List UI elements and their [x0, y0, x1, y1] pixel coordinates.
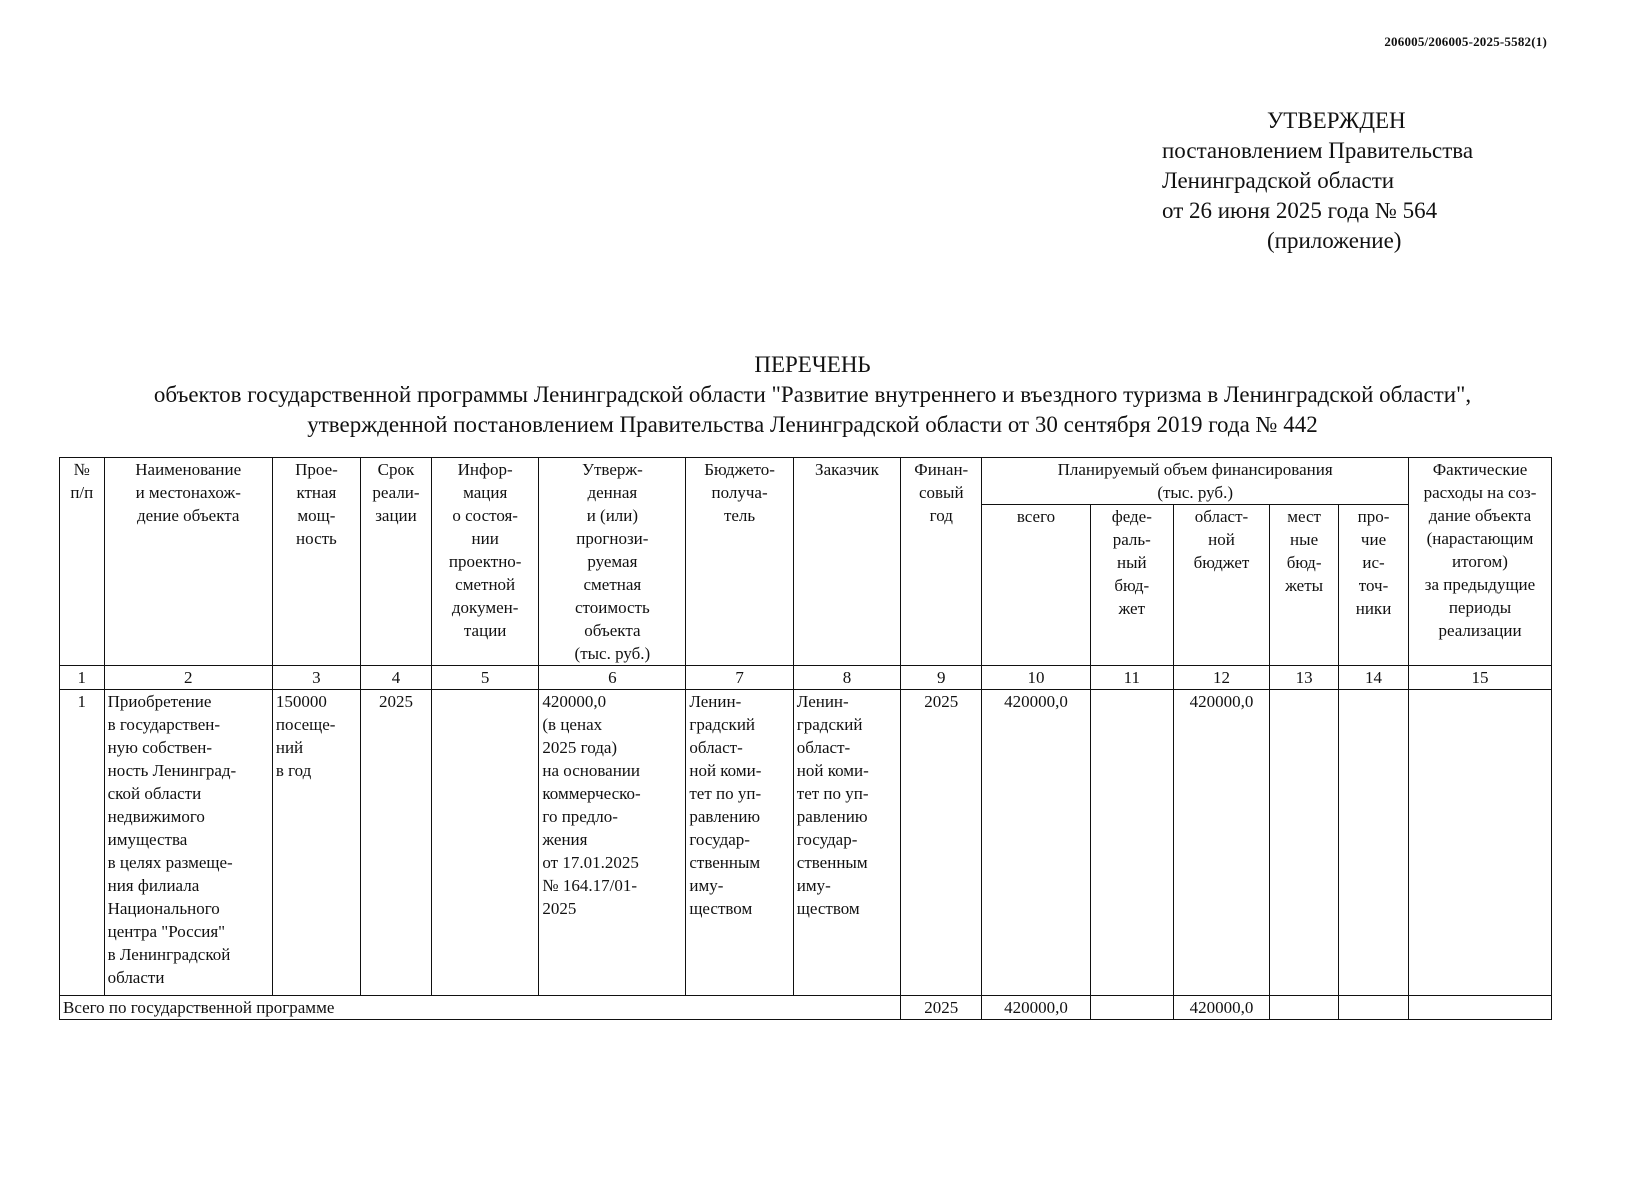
design-capacity: 150000 посеще- ний в год — [272, 690, 360, 996]
funding-total: 420000,0 — [982, 690, 1090, 996]
total-row — [60, 996, 1552, 1020]
approval-line-4: (приложение) — [1267, 228, 1402, 253]
total-year: 2025 — [901, 996, 982, 1020]
column-number: 11 — [1090, 666, 1173, 690]
header-c8: Заказчик — [793, 458, 900, 666]
objects-table — [59, 457, 1552, 1020]
total-federal — [1090, 996, 1173, 1020]
total-local — [1270, 996, 1339, 1020]
column-number: 15 — [1409, 666, 1552, 690]
document-number: 206005/206005-2025-5582(1) — [1384, 34, 1547, 49]
title-heading: ПЕРЕЧЕНЬ — [754, 352, 871, 377]
title-line-2: утвержденной постановлением Правительства Ленинградской области от 30 сентября 2019 года № 442 — [307, 412, 1318, 437]
header-c11: феде- раль- ный бюд- жет — [1090, 505, 1173, 666]
total-funding: 420000,0 — [982, 996, 1090, 1020]
column-number: 4 — [361, 666, 432, 690]
funding-other — [1339, 690, 1409, 996]
header-c1: № п/п — [60, 458, 105, 666]
column-number: 9 — [901, 666, 982, 690]
column-number: 12 — [1173, 666, 1269, 690]
approval-line-1: постановлением Правительства — [1162, 138, 1474, 163]
approval-stamp — [1162, 106, 1473, 256]
table-row — [60, 690, 1552, 996]
column-number: 2 — [104, 666, 272, 690]
header-funding-group: Планируемый объем финансирования (тыс. руб.) — [982, 458, 1409, 505]
total-regional: 420000,0 — [1173, 996, 1269, 1020]
funding-local — [1270, 690, 1339, 996]
column-number: 1 — [60, 666, 105, 690]
column-number: 5 — [431, 666, 538, 690]
header-row — [60, 458, 1552, 505]
header-c14: про- чие ис- точ- ники — [1339, 505, 1409, 666]
column-number: 14 — [1339, 666, 1409, 690]
approval-line-3: от 26 июня 2025 года № 564 — [1162, 198, 1438, 223]
total-label: Всего по государственной программе — [60, 996, 901, 1020]
implementation-period: 2025 — [361, 690, 432, 996]
object-name: Приобретение в государствен- ную собствен- ность Ленинград- ской области недвижимого имущества в целях размеще- ния филиала Национального центра "Россия" в Ленинградской области — [104, 690, 272, 996]
column-number: 7 — [686, 666, 793, 690]
document-title — [0, 350, 1625, 440]
header-c15: Фактические расходы на соз- дание объекта (нарастающим итогом) за предыдущие периоды реализации — [1409, 458, 1552, 666]
title-line-1: объектов государственной программы Ленинградской области "Развитие внутреннего и въездного туризма в Ленинградской области", — [153, 382, 1472, 407]
header-c12: област- ной бюджет — [1173, 505, 1269, 666]
header-c6: Утверж- денная и (или) прогнози- руемая сметная стоимость объекта (тыс. руб.) — [539, 458, 686, 666]
column-number: 8 — [793, 666, 900, 690]
total-other — [1339, 996, 1409, 1020]
approval-line-2: Ленинградской области — [1162, 168, 1395, 193]
column-number: 3 — [272, 666, 360, 690]
header-c3: Прое- ктная мощ- ность — [272, 458, 360, 666]
header-c9: Финан- совый год — [901, 458, 982, 666]
column-number: 6 — [539, 666, 686, 690]
funding-regional: 420000,0 — [1173, 690, 1269, 996]
column-number: 13 — [1270, 666, 1339, 690]
design-documentation-status — [431, 690, 538, 996]
total-actual — [1409, 996, 1552, 1020]
header-c5: Инфор- мация о состоя- нии проектно- сметной докумен- тации — [431, 458, 538, 666]
customer: Ленин- градский област- ной коми- тет по уп- равлению государ- ственным иму- ществом — [793, 690, 900, 996]
actual-expenses — [1409, 690, 1552, 996]
funding-federal — [1090, 690, 1173, 996]
budget-recipient: Ленин- градский област- ной коми- тет по уп- равлению государ- ственным иму- ществом — [686, 690, 793, 996]
estimated-cost: 420000,0 (в ценах 2025 года) на основании коммерческо- го предло- жения от 17.01.2025 № 164.17/01- 2025 — [539, 690, 686, 996]
column-number-row — [60, 666, 1552, 690]
row-number: 1 — [60, 690, 105, 996]
header-c2: Наименование и местонахож- дение объекта — [104, 458, 272, 666]
header-c7: Бюджето- получа- тель — [686, 458, 793, 666]
header-c13: мест ные бюд- жеты — [1270, 505, 1339, 666]
header-c4: Срок реали- зации — [361, 458, 432, 666]
header-c10: всего — [982, 505, 1090, 666]
column-number: 10 — [982, 666, 1090, 690]
approval-heading: УТВЕРЖДЕН — [1267, 108, 1406, 133]
financial-year: 2025 — [901, 690, 982, 996]
